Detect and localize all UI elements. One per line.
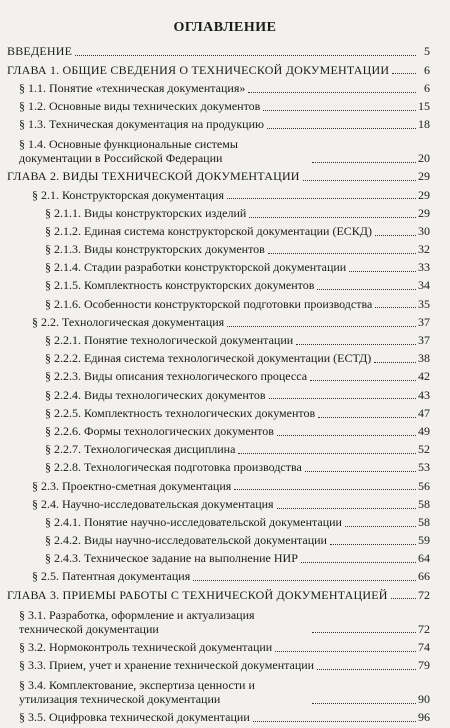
toc-entry [0, 605, 450, 639]
toc-entry-page: 64 [418, 551, 430, 566]
toc-entry-title: ГЛАВА 1. ОБЩИЕ СВЕДЕНИЯ О ТЕХНИЧЕСКОЙ ДОКУМЕНТАЦИИ [7, 62, 390, 77]
toc-entry-title: § 2.2. Технологическая документация [32, 314, 225, 329]
toc-entry-page: 66 [418, 569, 430, 584]
dot-leader [234, 489, 416, 490]
dot-leader [249, 217, 416, 218]
dot-leader [268, 253, 416, 254]
toc-entry-title: § 3.5. Оцифровка технической документации [19, 710, 250, 725]
dot-leader [305, 471, 416, 472]
dot-leader [312, 632, 416, 633]
dot-leader [310, 380, 416, 381]
toc-entry [0, 442, 450, 460]
toc-entry-title: § 2.1.4. Стадии разработки конструкторской документации [45, 260, 347, 275]
toc-entry-title: § 2.5. Патентная документация [32, 569, 191, 584]
dot-leader [75, 55, 416, 56]
toc-entry [0, 676, 450, 710]
toc-entry-title: § 2.2.2. Единая система технологической документации (ЕСТД) [45, 351, 372, 366]
dot-leader [267, 128, 416, 129]
toc-entry [0, 224, 450, 242]
dot-leader [318, 417, 416, 418]
toc-entry [0, 551, 450, 569]
toc-entry-title: § 2.2.4. Виды технологических документов [45, 387, 266, 402]
dot-leader [375, 235, 416, 236]
toc-entry-title: § 2.1.3. Виды конструкторских документов [45, 242, 265, 257]
toc-entry [0, 587, 450, 605]
toc-entry-page: 74 [418, 639, 430, 654]
dot-leader [227, 326, 416, 327]
toc-entry [0, 515, 450, 533]
toc-entry-title: § 2.1.6. Особенности конструкторской подготовки производства [45, 296, 373, 311]
toc-entry-page: 56 [418, 478, 430, 493]
toc-entry-title: § 1.4. Основные функциональные системы документации в Российской Федерации [19, 137, 238, 166]
toc-entry-title: § 2.1.5. Комплектность конструкторских документов [45, 278, 315, 293]
toc-entry-title: ГЛАВА 3. ПРИЕМЫ РАБОТЫ С ТЕХНИЧЕСКОЙ ДОКУМЕНТАЦИЕЙ [7, 587, 388, 602]
toc-entry [0, 569, 450, 587]
toc-entry-page: 58 [418, 496, 430, 511]
dot-leader [317, 669, 416, 670]
toc-entry-page: 42 [418, 369, 430, 384]
toc-entry-title: § 3.1. Разработка, оформление и актуализация технической документации [19, 607, 255, 636]
toc-entry-page: 34 [418, 278, 430, 293]
toc-entry-title: § 2.2.6. Формы технологических документов [45, 423, 274, 438]
toc-entry-title: ГЛАВА 2. ВИДЫ ТЕХНИЧЕСКОЙ ДОКУМЕНТАЦИИ [7, 169, 300, 184]
toc-entry [0, 496, 450, 514]
toc-entry [0, 533, 450, 551]
toc-entry [0, 62, 450, 80]
toc-entry-title: § 2.1.2. Единая система конструкторской документации (ЕСКД) [45, 223, 372, 238]
dot-leader [263, 110, 416, 111]
toc-entry-page: 96 [418, 710, 430, 725]
toc-entry-page: 15 [418, 98, 430, 113]
dot-leader [253, 721, 416, 722]
toc-entry-page: 72 [418, 587, 430, 602]
dot-leader [345, 526, 416, 527]
toc-entry-title: § 2.4. Научно-исследовательская документация [32, 496, 274, 511]
dot-leader [312, 703, 416, 704]
toc-entry-title: § 3.3. Прием, учет и хранение технической документации [19, 658, 315, 673]
toc-entry-page: 38 [418, 351, 430, 366]
toc-entry-title: § 1.3. Техническая документация на продукцию [19, 117, 264, 132]
toc-entry-page: 29 [418, 187, 430, 202]
dot-leader [296, 344, 416, 345]
dot-leader [317, 289, 416, 290]
dot-leader [375, 307, 416, 308]
table-of-contents [0, 44, 450, 728]
dot-leader [374, 362, 416, 363]
dot-leader [301, 562, 416, 563]
toc-entry-title: § 2.4.2. Виды научно-исследовательской документации [45, 533, 327, 548]
toc-entry-page: 58 [418, 514, 430, 529]
toc-entry-page: 90 [418, 692, 430, 707]
toc-entry-page: 49 [418, 423, 430, 438]
toc-entry-title: § 2.4.1. Понятие научно-исследовательской документации [45, 514, 342, 529]
dot-leader [193, 580, 416, 581]
toc-entry [0, 333, 450, 351]
toc-entry [0, 169, 450, 187]
toc-entry-page: 5 [424, 44, 430, 59]
toc-entry-title: § 2.2.1. Понятие технологической документации [45, 333, 294, 348]
toc-entry [0, 387, 450, 405]
toc-entry-page: 35 [418, 296, 430, 311]
toc-entry-title: § 2.2.3. Виды описания технологического процесса [45, 369, 308, 384]
toc-entry-page: 32 [418, 242, 430, 257]
toc-entry-title: § 2.4.3. Техническое задание на выполнение НИР [45, 551, 298, 566]
toc-entry-title: § 1.1. Понятие «техническая документация» [19, 80, 246, 95]
toc-entry [0, 405, 450, 423]
toc-entry-page: 18 [418, 117, 430, 132]
dot-leader [303, 180, 416, 181]
toc-entry [0, 478, 450, 496]
toc-entry [0, 205, 450, 223]
toc-entry [0, 260, 450, 278]
toc-entry [0, 296, 450, 314]
toc-entry [0, 135, 450, 169]
toc-entry [0, 639, 450, 657]
toc-entry [0, 314, 450, 332]
dot-leader [275, 651, 416, 652]
toc-entry-page: 29 [418, 169, 430, 184]
toc-entry-title: § 2.2.7. Технологическая дисциплина [45, 442, 236, 457]
toc-entry [0, 278, 450, 296]
toc-entry [0, 460, 450, 478]
toc-entry-page: 52 [418, 442, 430, 457]
toc-entry-page: 6 [424, 80, 430, 95]
toc-entry-title: § 1.2. Основные виды технических документов [19, 98, 261, 113]
toc-entry [0, 80, 450, 98]
toc-entry-page: 79 [418, 658, 430, 673]
toc-entry-title: § 2.3. Проектно-сметная документация [32, 478, 232, 493]
toc-entry [0, 44, 450, 62]
toc-entry-page: 43 [418, 387, 430, 402]
toc-entry [0, 424, 450, 442]
dot-leader [392, 73, 416, 74]
toc-entry-title: § 3.4. Комплектование, экспертиза ценности и утилизация технической документации [19, 678, 255, 707]
toc-entry [0, 242, 450, 260]
toc-entry-title: § 2.1.1. Виды конструкторских изделий [45, 205, 247, 220]
toc-entry-title: § 2.1. Конструкторская документация [32, 187, 224, 202]
dot-leader [277, 508, 416, 509]
dot-leader [227, 198, 416, 199]
toc-entry-page: 6 [424, 62, 430, 77]
toc-entry [0, 99, 450, 117]
dot-leader [277, 435, 416, 436]
toc-entry-page: 59 [418, 533, 430, 548]
toc-entry-title: § 2.2.8. Технологическая подготовка производства [45, 460, 302, 475]
dot-leader [248, 92, 416, 93]
toc-entry-title: § 3.2. Нормоконтроль технической документации [19, 639, 273, 654]
toc-entry-page: 72 [418, 621, 430, 636]
toc-entry [0, 710, 450, 728]
dot-leader [269, 398, 416, 399]
dot-leader [330, 544, 416, 545]
toc-entry-page: 37 [418, 333, 430, 348]
dot-leader [349, 271, 416, 272]
toc-entry-page: 33 [418, 260, 430, 275]
toc-entry [0, 187, 450, 205]
toc-entry-title: § 2.2.5. Комплектность технологических документов [45, 405, 316, 420]
toc-entry [0, 351, 450, 369]
toc-entry-page: 29 [418, 205, 430, 220]
toc-entry-page: 20 [418, 151, 430, 166]
toc-entry-page: 47 [418, 405, 430, 420]
toc-entry [0, 658, 450, 676]
page-title: ОГЛАВЛЕНИЕ [173, 20, 277, 35]
toc-entry [0, 369, 450, 387]
toc-entry [0, 117, 450, 135]
dot-leader [391, 598, 416, 599]
toc-entry-page: 37 [418, 314, 430, 329]
toc-entry-title: ВВЕДЕНИЕ [7, 44, 73, 59]
toc-entry-page: 30 [418, 223, 430, 238]
toc-entry-page: 53 [418, 460, 430, 475]
dot-leader [238, 453, 416, 454]
dot-leader [312, 162, 416, 163]
